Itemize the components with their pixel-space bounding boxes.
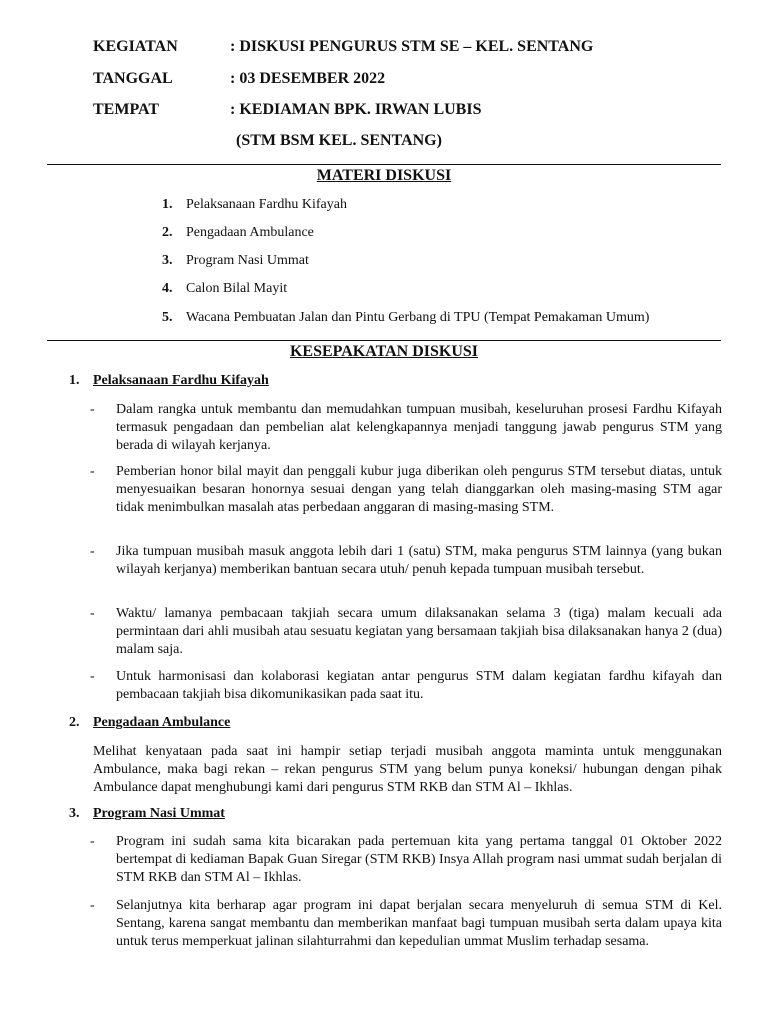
- section-heading-3: [69, 806, 225, 822]
- dash-bullet-icon: -: [90, 606, 95, 621]
- divider-top: [47, 164, 721, 165]
- bullet-text: Dalam rangka untuk membantu dan memudahkan tumpuan musibah, keseluruhan prosesi Fardhu Kifayah termasuk pengadaan dan pembelian alat kelengkapannya menjadi tanggung jawab pengurus STM yang berada di wilayah kerjanya.: [116, 402, 722, 453]
- bullet-item: [90, 463, 722, 517]
- materi-item-text: Wacana Pembuatan Jalan dan Pintu Gerbang di TPU (Tempat Pemakaman Umum): [186, 310, 650, 325]
- materi-item-number: 2.: [162, 225, 173, 240]
- materi-item-text: Program Nasi Ummat: [186, 253, 309, 268]
- dash-bullet-icon: -: [90, 464, 95, 479]
- bullet-item: [90, 668, 722, 704]
- bullet-text: Waktu/ lamanya pembacaan takjiah secara umum dilaksanakan selama 3 (tiga) malam kecuali ada permintaan dari ahli musibah atau sesuatu kegiatan yang bersamaan takjiah bisa dilaksanakan hanya 2 (dua) malam saja.: [116, 606, 722, 657]
- materi-item-number: 1.: [162, 197, 173, 212]
- tanggal-label: TANGGAL: [93, 70, 173, 87]
- bullet-item: [90, 401, 722, 455]
- kegiatan-label: KEGIATAN: [93, 38, 178, 55]
- dash-bullet-icon: -: [90, 669, 95, 684]
- bullet-text: Pemberian honor bilal mayit dan penggali kubur juga diberikan oleh pengurus STM tersebut diatas, untuk menyesuaikan besaran honornya sesuai dengan yang telah dianggarkan oleh masing-masing STM agar tidak menimbulkan masalah atas perbedaan anggaran di masing-masing STM.: [116, 464, 722, 515]
- materi-item: [162, 253, 309, 269]
- section-number: 2.: [69, 715, 80, 730]
- divider-middle: [47, 340, 721, 341]
- dash-bullet-icon: -: [90, 544, 95, 559]
- section-title: Pelaksanaan Fardhu Kifayah: [93, 373, 269, 388]
- tanggal-value: : 03 DESEMBER 2022: [230, 70, 386, 87]
- dash-bullet-icon: -: [90, 834, 95, 849]
- section-title: Program Nasi Ummat: [93, 806, 225, 821]
- section-number: 1.: [69, 373, 80, 388]
- tempat-value: : KEDIAMAN BPK. IRWAN LUBIS: [230, 101, 482, 118]
- materi-item-text: Pengadaan Ambulance: [186, 225, 314, 240]
- section-heading-2: [69, 715, 230, 731]
- kesepakatan-diskusi-title: KESEPAKATAN DISKUSI: [289, 343, 479, 360]
- section-paragraph: Melihat kenyataan pada saat ini hampir setiap terjadi musibah anggota maminta untuk menggunakan Ambulance, maka bagi rekan – rekan pengurus STM yang belum punya koneksi/ hubungan dengan pihak Ambulance dapat menghubungi kami dari pengurus STM RKB dan STM Al – Ikhlas.: [93, 744, 722, 795]
- bullet-item: [90, 897, 722, 951]
- kegiatan-value: : DISKUSI PENGURUS STM SE – KEL. SENTANG: [230, 38, 594, 55]
- section-title: Pengadaan Ambulance: [93, 715, 231, 730]
- bullet-text: Untuk harmonisasi dan kolaborasi kegiatan antar pengurus STM dalam kegiatan fardhu kifayah dan pembacaan takjiah bisa dikomunikasikan pada saat itu.: [116, 669, 722, 702]
- bullet-text: Selanjutnya kita berharap agar program ini dapat berjalan secara menyeluruh di semua STM di Kel. Sentang, karena sangat membantu dan memberikan manfaat bagi tumpuan musibah serta dalam upaya kita untuk terus memperkuat jalinan silahturrahmi dan kepedulian ummat Muslim terhadap sesama.: [116, 898, 722, 949]
- materi-item-text: Calon Bilal Mayit: [186, 281, 288, 296]
- materi-item-number: 4.: [162, 281, 173, 296]
- bullet-text: Jika tumpuan musibah masuk anggota lebih dari 1 (satu) STM, maka pengurus STM lainnya (yang bukan wilayah kerjanya) memberikan bantuan secara utuh/ penuh kepada tumpuan musibah tersebut.: [116, 544, 722, 577]
- tempat-value-2: (STM BSM KEL. SENTANG): [236, 132, 442, 149]
- tempat-label: TEMPAT: [93, 101, 160, 118]
- bullet-text: Program ini sudah sama kita bicarakan pada pertemuan kita yang pertama tanggal 01 Oktober 2022 bertempat di kediaman Bapak Guan Siregar (STM RKB) Insya Allah program nasi ummat sudah berjalan di STM RKB dan STM Al – Ikhlas.: [116, 834, 722, 885]
- header-kegiatan-row: [93, 38, 593, 56]
- bullet-item: [90, 543, 722, 579]
- section-number: 3.: [69, 806, 80, 821]
- header-tempat-row: [93, 101, 481, 119]
- section-heading-1: [69, 373, 269, 389]
- header-tempat-detail: [236, 132, 442, 150]
- materi-item-text: Pelaksanaan Fardhu Kifayah: [186, 197, 347, 212]
- bullet-item: [90, 833, 722, 887]
- materi-item: [162, 225, 314, 241]
- materi-item: [162, 281, 287, 297]
- dash-bullet-icon: -: [90, 898, 95, 913]
- materi-diskusi-title: MATERI DISKUSI: [316, 167, 452, 184]
- dash-bullet-icon: -: [90, 402, 95, 417]
- bullet-item: [90, 605, 722, 659]
- materi-item-number: 5.: [162, 310, 173, 325]
- materi-item: [162, 197, 347, 213]
- header-tanggal-row: [93, 70, 385, 88]
- materi-item-number: 3.: [162, 253, 173, 268]
- materi-item: [162, 310, 649, 326]
